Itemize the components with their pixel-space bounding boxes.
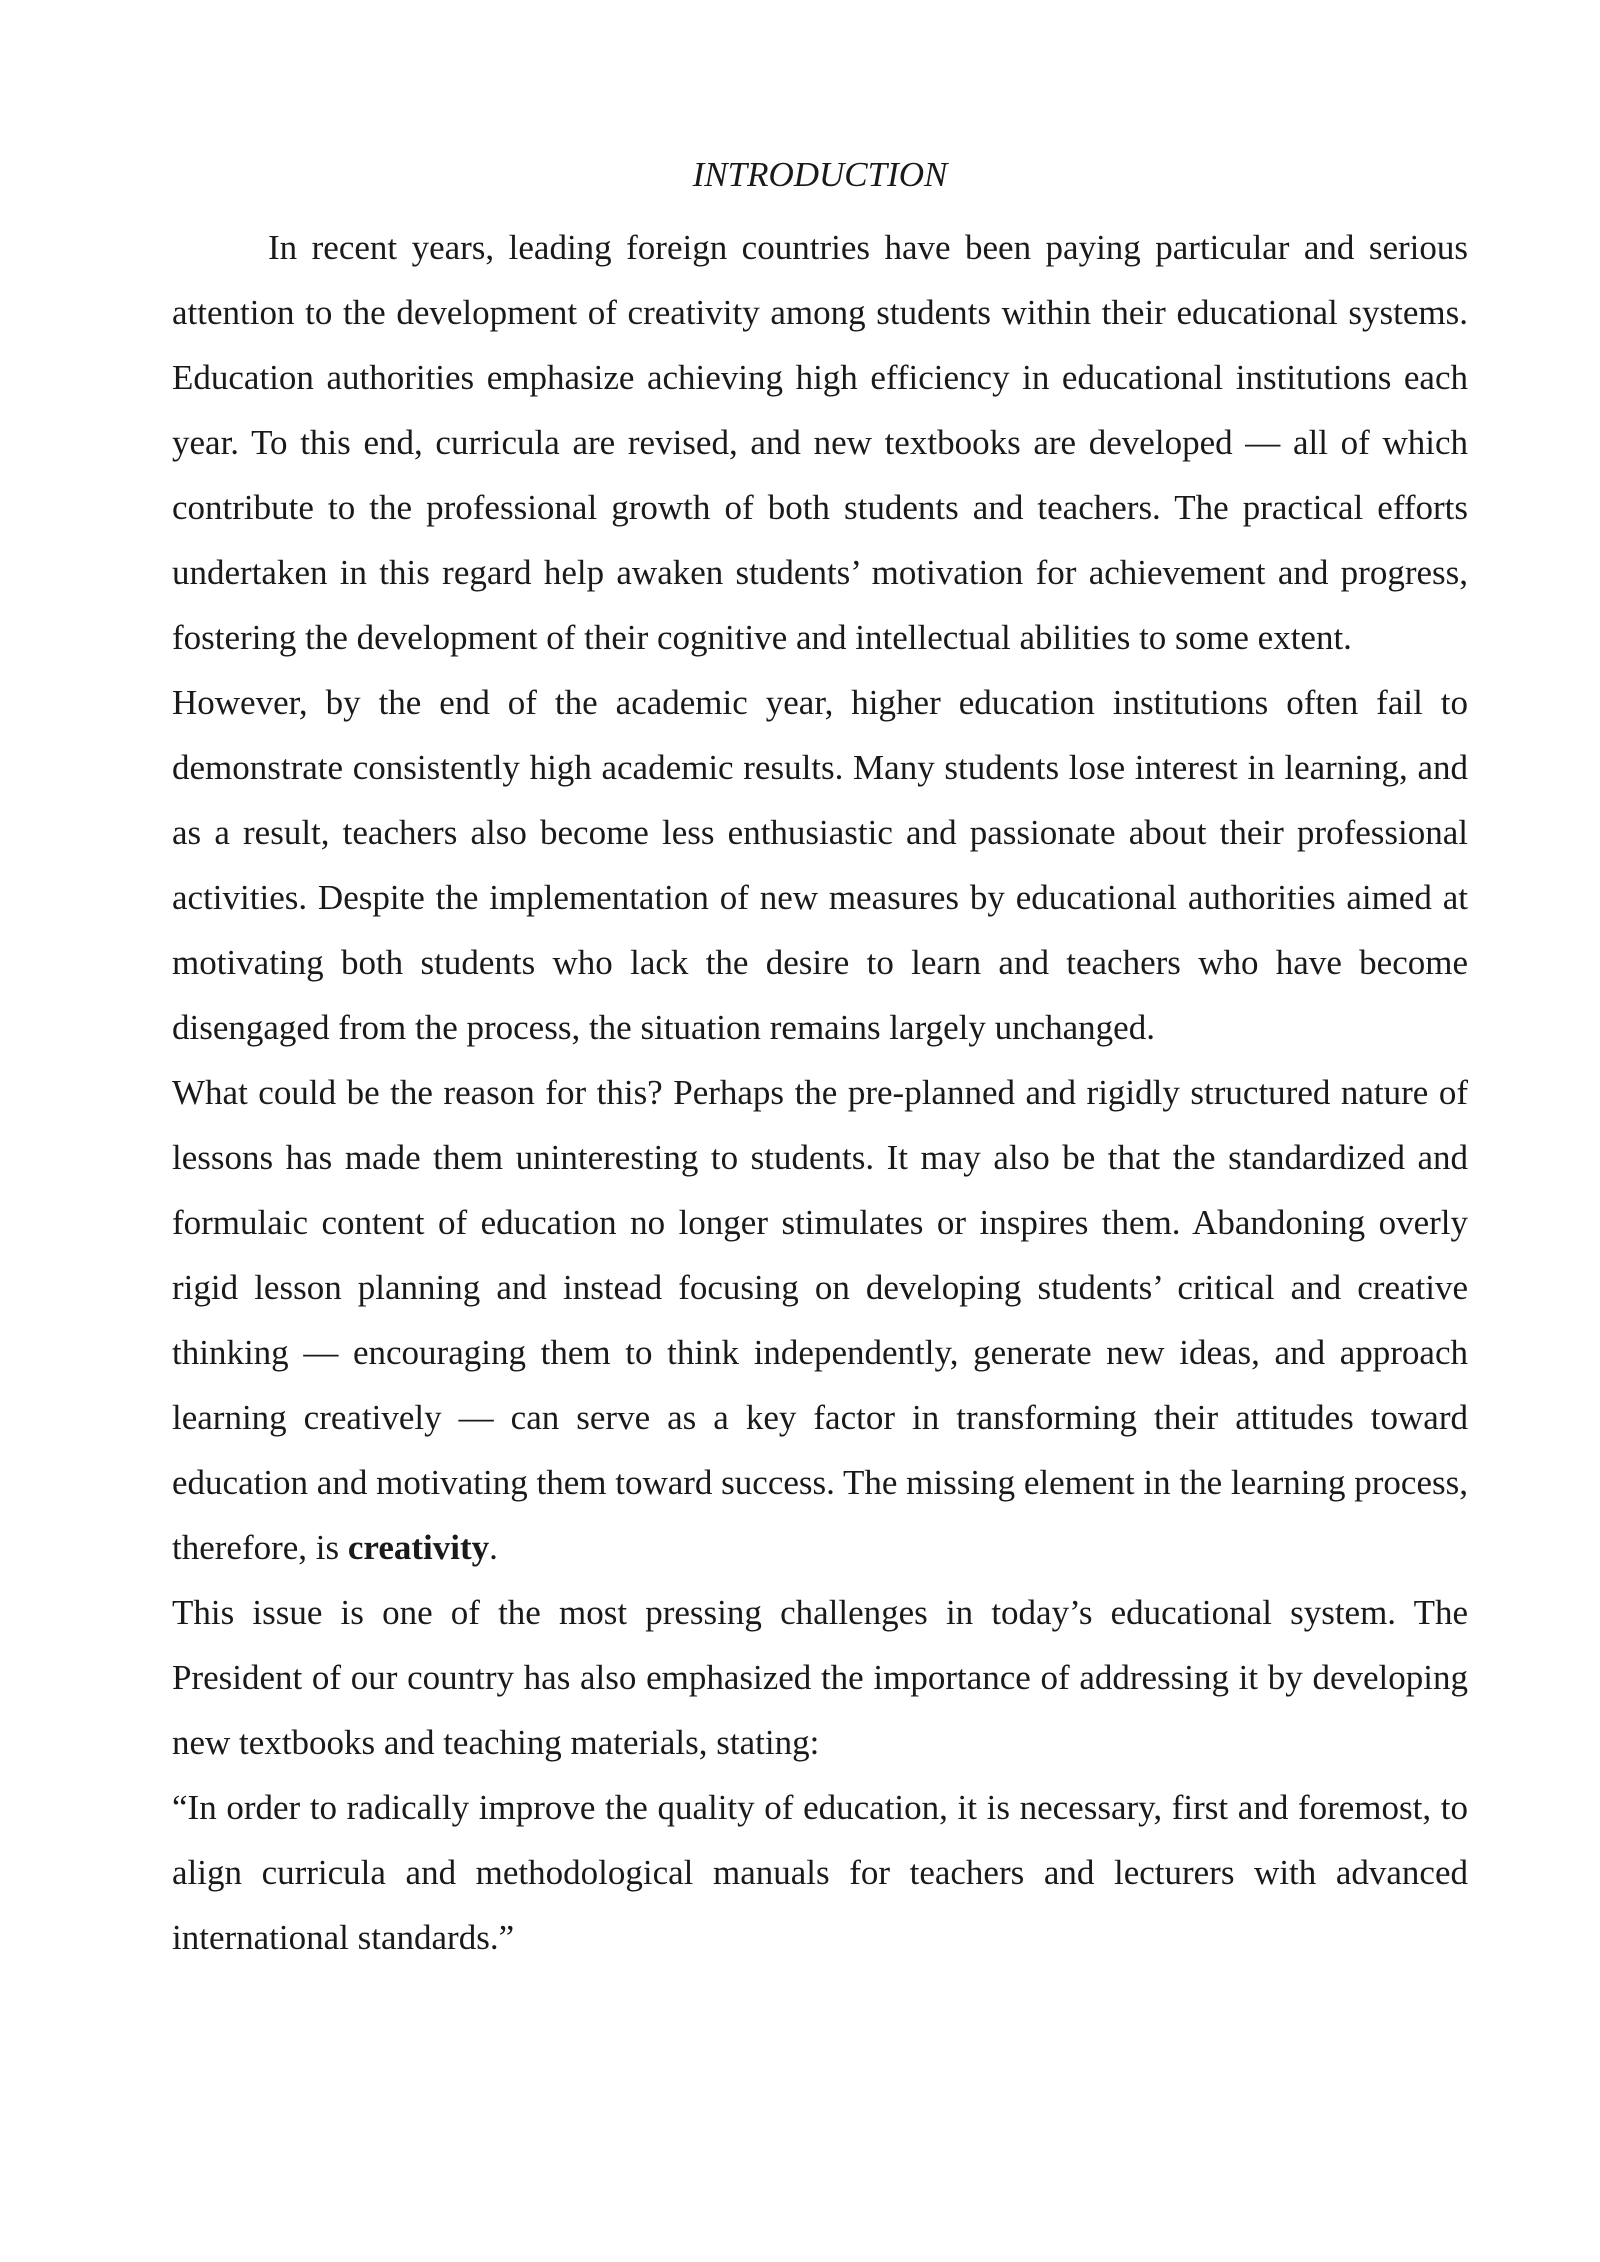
paragraph-3-end: . bbox=[489, 1528, 498, 1567]
paragraph-1: In recent years, leading foreign countries have been paying particular and serious attention to the development of creativity among students within their educational systems. Education authorities emphasize achieving high efficiency in educational institutions each year. To this end, curricula are revised, and new textbooks are developed — all of which contribute to the professional growth of both students and teachers. The practical efforts undertaken in this regard help awaken students’ motivation for achievement and progress, fostering the development of their cognitive and intellectual abilities to some extent. bbox=[172, 228, 1468, 657]
paragraph-3 bbox=[172, 1060, 1468, 1580]
paragraph-3-text: What could be the reason for this? Perhaps the pre-planned and rigidly structured nature of lessons has made them uninteresting to students. It may also be that the standardized and formulaic content of education no longer stimulates or inspires them. Abandoning overly rigid lesson planning and instead focusing on developing students’ critical and creative thinking — encouraging them to think independently, generate new ideas, and approach learning creatively — can serve as a key factor in transforming their attitudes toward education and motivating them toward success. The missing element in the learning process, therefore, is bbox=[172, 1073, 1468, 1567]
document-page bbox=[172, 150, 1468, 1970]
paragraph-2: However, by the end of the academic year, higher education institutions often fail to demonstrate consistently high academic results. Many students lose interest in learning, and as a result, teachers also become less enthusiastic and passionate about their professional activities. Despite the implementation of new measures by educational authorities aimed at motivating both students who lack the desire to learn and teachers who have become disengaged from the process, the situation remains largely unchanged. bbox=[172, 683, 1468, 1047]
president-quote: “In order to radically improve the quality of education, it is necessary, first and foremost, to align curricula and methodological manuals for teachers and lecturers with advanced international standards.” bbox=[172, 1788, 1468, 1957]
paragraph-4: This issue is one of the most pressing challenges in today’s educational system. The President of our country has also emphasized the importance of addressing it by developing new textbooks and teaching materials, stating: bbox=[172, 1593, 1468, 1762]
emphasis-creativity: creativity bbox=[347, 1528, 490, 1567]
page-title: INTRODUCTION bbox=[692, 155, 948, 194]
